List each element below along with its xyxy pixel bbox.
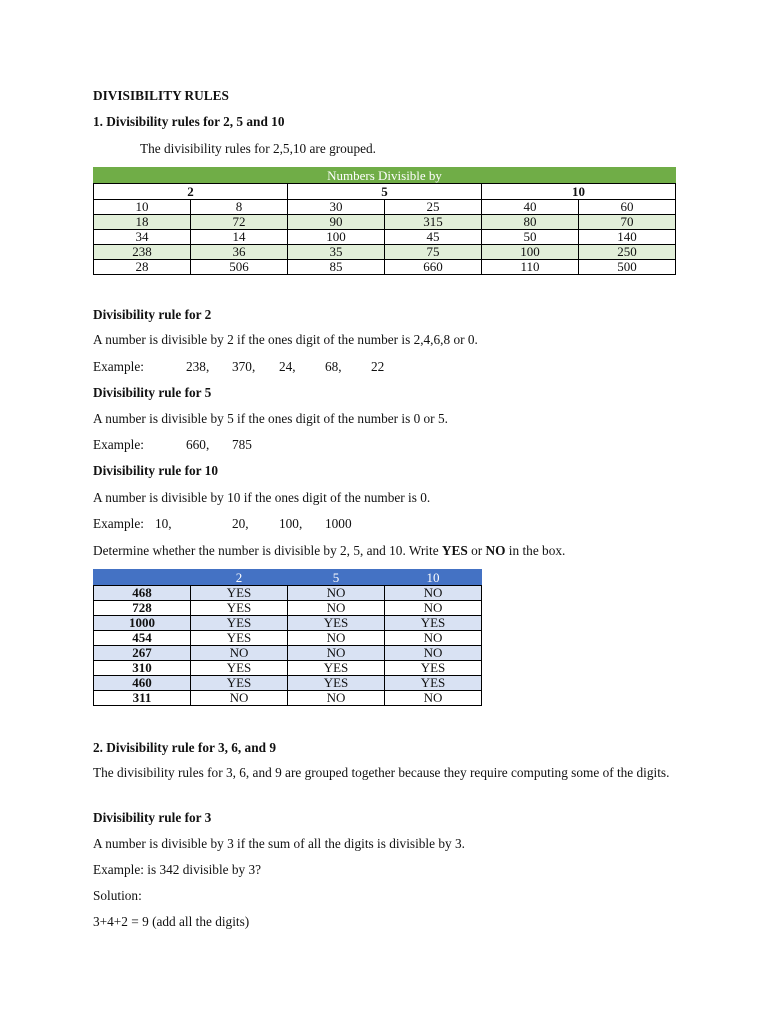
table-cell: 18 (94, 215, 191, 230)
rule-10-example (93, 516, 393, 532)
number-cell: 310 (94, 661, 191, 676)
section-1-intro: The divisibility rules for 2,5,10 are grouped. (140, 141, 376, 156)
table-cell: 100 (288, 230, 385, 245)
table-cell: 36 (191, 245, 288, 260)
table-cell: 250 (579, 245, 676, 260)
table-cell: 45 (385, 230, 482, 245)
number-cell: 311 (94, 691, 191, 706)
example-value: 238, (186, 359, 210, 374)
table-row (94, 676, 482, 691)
rule-5-example (93, 437, 293, 453)
rule-10-title: Divisibility rule for 10 (93, 463, 218, 478)
table-row (94, 245, 676, 260)
rule-2-title: Divisibility rule for 2 (93, 307, 212, 322)
rule-5-text: A number is divisible by 5 if the ones digit of the number is 0 or 5. (93, 411, 448, 426)
group-header-2: 2 (94, 184, 288, 200)
table-cell: 238 (94, 245, 191, 260)
table-cell: 660 (385, 260, 482, 275)
column-header: 2 (191, 570, 288, 586)
column-header: 5 (288, 570, 385, 586)
table-cell: 506 (191, 260, 288, 275)
page-title: DIVISIBILITY RULES (93, 88, 229, 103)
table-row (94, 215, 676, 230)
answer-cell: YES (191, 601, 288, 616)
answer-cell: YES (288, 676, 385, 691)
example-value: 370, (232, 359, 256, 374)
answer-cell: NO (385, 631, 482, 646)
answer-cell: NO (288, 631, 385, 646)
table-cell: 25 (385, 200, 482, 215)
table-cell: 72 (191, 215, 288, 230)
answer-cell: YES (191, 676, 288, 691)
answer-cell: NO (385, 691, 482, 706)
solution-label: Solution: (93, 888, 142, 903)
table-cell: 8 (191, 200, 288, 215)
number-cell: 728 (94, 601, 191, 616)
instruction-text: or (467, 543, 486, 558)
group-header-5: 5 (288, 184, 482, 200)
table-row (94, 631, 482, 646)
table-cell: 28 (94, 260, 191, 275)
answer-cell: YES (288, 661, 385, 676)
table-cell: 80 (482, 215, 579, 230)
table-row (94, 230, 676, 245)
example-value: 10, (155, 516, 172, 531)
table-cell: 70 (579, 215, 676, 230)
answer-cell: NO (385, 586, 482, 601)
solution-step: 3+4+2 = 9 (add all the digits) (93, 914, 250, 929)
table-cell: 100 (482, 245, 579, 260)
table-row (94, 260, 676, 275)
section-1-title: 1. Divisibility rules for 2, 5 and 10 (93, 114, 285, 129)
group-header-10: 10 (482, 184, 676, 200)
table-cell: 10 (94, 200, 191, 215)
answer-cell: NO (191, 691, 288, 706)
answer-cell: NO (288, 646, 385, 661)
answer-cell: YES (288, 616, 385, 631)
example-value: 1000 (325, 516, 352, 531)
no-keyword: NO (485, 543, 506, 558)
yes-no-table (93, 569, 482, 706)
section-2-intro: The divisibility rules for 3, 6, and 9 are grouped together because they require computing some of the digits. (93, 765, 670, 780)
table-cell: 35 (288, 245, 385, 260)
rule-3-title: Divisibility rule for 3 (93, 810, 212, 825)
number-cell: 454 (94, 631, 191, 646)
answer-cell: NO (191, 646, 288, 661)
rule-10-text: A number is divisible by 10 if the ones digit of the number is 0. (93, 490, 431, 505)
answer-cell: YES (191, 631, 288, 646)
table-row (94, 601, 482, 616)
table-cell: 30 (288, 200, 385, 215)
answer-cell: YES (385, 676, 482, 691)
example-label: Example: (93, 437, 144, 452)
example-value: 22 (371, 359, 385, 374)
exercise-instructions (93, 543, 565, 559)
answer-cell: YES (191, 661, 288, 676)
example-value: 20, (232, 516, 249, 531)
table-row (94, 661, 482, 676)
number-cell: 468 (94, 586, 191, 601)
table-row (94, 200, 676, 215)
table-cell: 85 (288, 260, 385, 275)
rule-2-text: A number is divisible by 2 if the ones digit of the number is 2,4,6,8 or 0. (93, 332, 478, 347)
example-label: Example: (93, 516, 144, 531)
answer-cell: NO (385, 601, 482, 616)
number-cell: 460 (94, 676, 191, 691)
table-cell: 110 (482, 260, 579, 275)
table-cell: 40 (482, 200, 579, 215)
divisible-by-table (93, 167, 676, 275)
table-cell: 315 (385, 215, 482, 230)
rule-5-title: Divisibility rule for 5 (93, 385, 212, 400)
rule-3-text: A number is divisible by 3 if the sum of all the digits is divisible by 3. (93, 836, 465, 851)
table-cell: 75 (385, 245, 482, 260)
instruction-text: in the box. (505, 543, 566, 558)
table-row (94, 586, 482, 601)
example-value: 68, (325, 359, 342, 374)
table-cell: 90 (288, 215, 385, 230)
column-header (94, 570, 191, 586)
table-cell: 50 (482, 230, 579, 245)
table-row (94, 691, 482, 706)
table-cell: 60 (579, 200, 676, 215)
table-cell: 500 (579, 260, 676, 275)
answer-cell: YES (191, 616, 288, 631)
number-cell: 1000 (94, 616, 191, 631)
answer-cell: YES (191, 586, 288, 601)
column-header: 10 (385, 570, 482, 586)
table-row (94, 646, 482, 661)
answer-cell: NO (288, 691, 385, 706)
table-row (94, 616, 482, 631)
table-title: Numbers Divisible by (94, 168, 676, 184)
number-cell: 267 (94, 646, 191, 661)
answer-cell: NO (288, 601, 385, 616)
example-value: 785 (232, 437, 252, 452)
table-cell: 34 (94, 230, 191, 245)
table-cell: 14 (191, 230, 288, 245)
yes-keyword: YES (441, 543, 468, 558)
instruction-text: Determine whether the number is divisible by 2, 5, and 10. Write (93, 543, 442, 558)
example-value: 100, (279, 516, 303, 531)
table-cell: 140 (579, 230, 676, 245)
answer-cell: NO (385, 646, 482, 661)
example-value: 24, (279, 359, 296, 374)
rule-3-example: Example: is 342 divisible by 3? (93, 862, 262, 877)
example-label: Example: (93, 359, 144, 374)
answer-cell: NO (288, 586, 385, 601)
example-value: 660, (186, 437, 210, 452)
section-2-title: 2. Divisibility rule for 3, 6, and 9 (93, 740, 276, 755)
answer-cell: YES (385, 616, 482, 631)
rule-2-example (93, 359, 413, 375)
answer-cell: YES (385, 661, 482, 676)
